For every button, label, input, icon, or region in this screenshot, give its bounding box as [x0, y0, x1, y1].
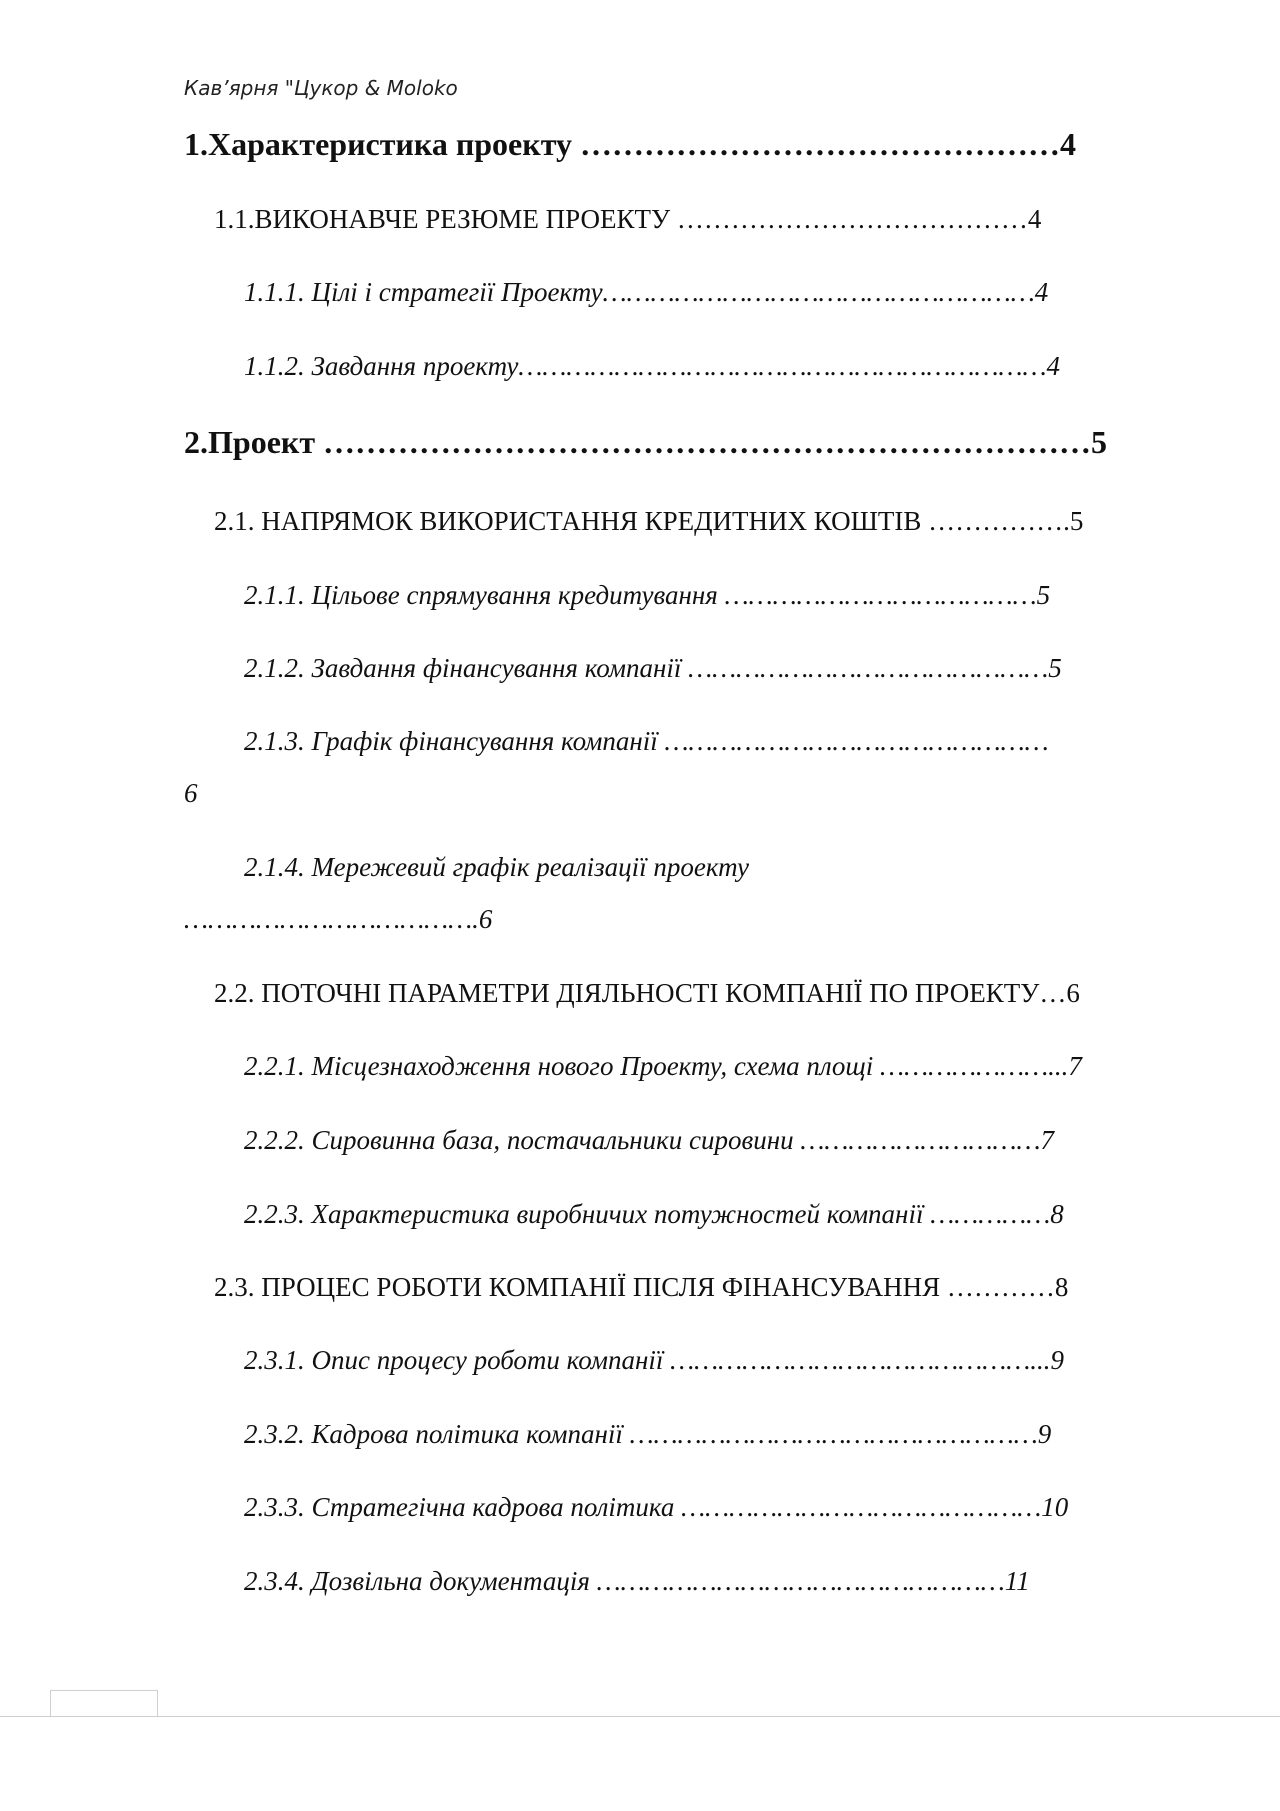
toc-entry-2-1-3-page: 6 — [184, 778, 198, 808]
page-bottom-divider — [0, 1716, 1280, 1717]
toc-entry-2-3-1[interactable]: 2.3.1. Опис процесу роботи компанії ………………………………………...9 — [244, 1345, 1064, 1375]
toc-entry-2-1-4[interactable]: 2.1.4. Мережевий графік реалізації проекту — [244, 852, 749, 882]
toc-entry-2[interactable]: 2.Проект ………………………………………………………………5 — [184, 424, 1108, 460]
toc-entry-1-1-2[interactable]: 1.1.2. Завдання проекту…………………………………………………………4 — [244, 351, 1061, 381]
toc-entry-1[interactable]: 1.Характеристика проекту ………………………………………4 — [184, 126, 1076, 162]
footer-tab — [50, 1690, 158, 1717]
toc-entry-1-1[interactable]: 1.1.ВИКОНАВЧЕ РЕЗЮМЕ ПРОЕКТУ …………………………………4 — [214, 204, 1042, 234]
toc-entry-2-2-2[interactable]: 2.2.2. Сировинна база, постачальники сировини …………………………7 — [244, 1125, 1054, 1155]
toc-entry-2-2-1[interactable]: 2.2.1. Місцезнаходження нового Проекту, схема площі …………………...7 — [244, 1051, 1082, 1081]
toc-entry-2-1-2[interactable]: 2.1.2. Завдання фінансування компанії ………………………………………5 — [244, 653, 1062, 683]
toc-entry-2-1-1[interactable]: 2.1.1. Цільове спрямування кредитування …………………………………5 — [244, 580, 1051, 610]
toc-entry-2-1[interactable]: 2.1. НАПРЯМОК ВИКОРИСТАННЯ КРЕДИТНИХ КОШТІВ …………….5 — [214, 506, 1084, 536]
toc-entry-2-3[interactable]: 2.3. ПРОЦЕС РОБОТИ КОМПАНІЇ ПІСЛЯ ФІНАНСУВАННЯ …………8 — [214, 1272, 1069, 1302]
toc-entry-2-3-3[interactable]: 2.3.3. Стратегічна кадрова політика ………………………………………10 — [244, 1492, 1069, 1522]
document-header: Кав’ярня "Цукор & Moloko — [184, 76, 458, 100]
toc-entry-2-2[interactable]: 2.2. ПОТОЧНІ ПАРАМЕТРИ ДІЯЛЬНОСТІ КОМПАНІЇ ПО ПРОЕКТУ…6 — [214, 978, 1080, 1008]
toc-entry-2-3-4[interactable]: 2.3.4. Дозвільна документація ……………………………………………11 — [244, 1566, 1030, 1596]
toc-entry-2-3-2[interactable]: 2.3.2. Кадрова політика компанії ……………………………………………9 — [244, 1419, 1052, 1449]
toc-entry-2-2-3[interactable]: 2.2.3. Характеристика виробничих потужностей компанії ……………8 — [244, 1199, 1064, 1229]
toc-entry-2-1-4-page: ……………………………….6 — [184, 904, 493, 934]
toc-entry-2-1-3[interactable]: 2.1.3. Графік фінансування компанії ………………………………………… — [244, 726, 1049, 756]
toc-entry-1-1-1[interactable]: 1.1.1. Цілі і стратегії Проекту………………………………………………4 — [244, 277, 1049, 307]
